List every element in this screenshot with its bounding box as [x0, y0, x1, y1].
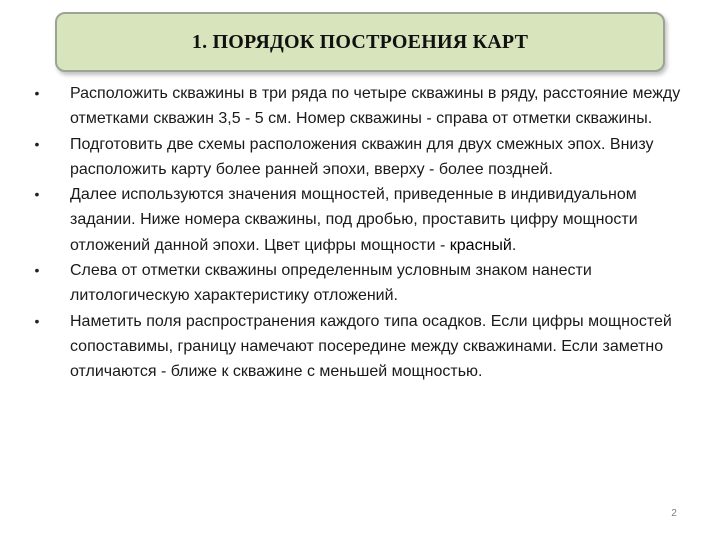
- bullet-list: [30, 81, 690, 385]
- page-number: 2: [671, 508, 677, 519]
- bullet-icon: •: [34, 312, 40, 329]
- bullet-icon: •: [34, 186, 40, 203]
- slide-title-box: [55, 12, 665, 72]
- bullet-text-1: Расположить скважины в три ряда по четыре скважины в ряду, расстояние между отметками скважин 3,5 - 5 см. Номер скважины - справа от отметки скважины.: [70, 85, 681, 128]
- bullet-item-5: [30, 309, 690, 385]
- bullet-text-3-after: .: [511, 236, 517, 254]
- bullet-item-3: [30, 182, 690, 258]
- bullet-text-5: Наметить поля распространения каждого типа осадков. Если цифры мощностей сопоставимы, границу намечают посередине между скважинами. Если заметно отличаются - ближе к скважине с меньшей мощностью.: [70, 312, 672, 381]
- bullet-icon: •: [34, 262, 40, 279]
- bullet-text-4: Слева от отметки скважины определенным условным знаком нанести литологическую характеристику отложений.: [70, 262, 592, 305]
- bullet-text-3-before: Далее используются значения мощностей, приведенные в индивидуальном задании. Ниже номера скважины, под дробью, проставить цифру мощности отложений данной эпохи. Цвет цифры мощности -: [70, 186, 638, 254]
- bullet-icon: •: [34, 85, 40, 101]
- highlight-word-red: красный: [449, 236, 512, 254]
- bullet-item-1: [30, 81, 690, 132]
- bullet-item-4: [30, 258, 690, 309]
- slide-title: 1. ПОРЯДОК ПОСТРОЕНИЯ КАРТ: [191, 30, 529, 53]
- bullet-text-2: Подготовить две схемы расположения скважин для двух смежных эпох. Внизу расположить карту более ранней эпохи, вверху - более поздней.: [70, 135, 654, 178]
- bullet-icon: •: [34, 135, 40, 152]
- bullet-item-2: [30, 132, 690, 183]
